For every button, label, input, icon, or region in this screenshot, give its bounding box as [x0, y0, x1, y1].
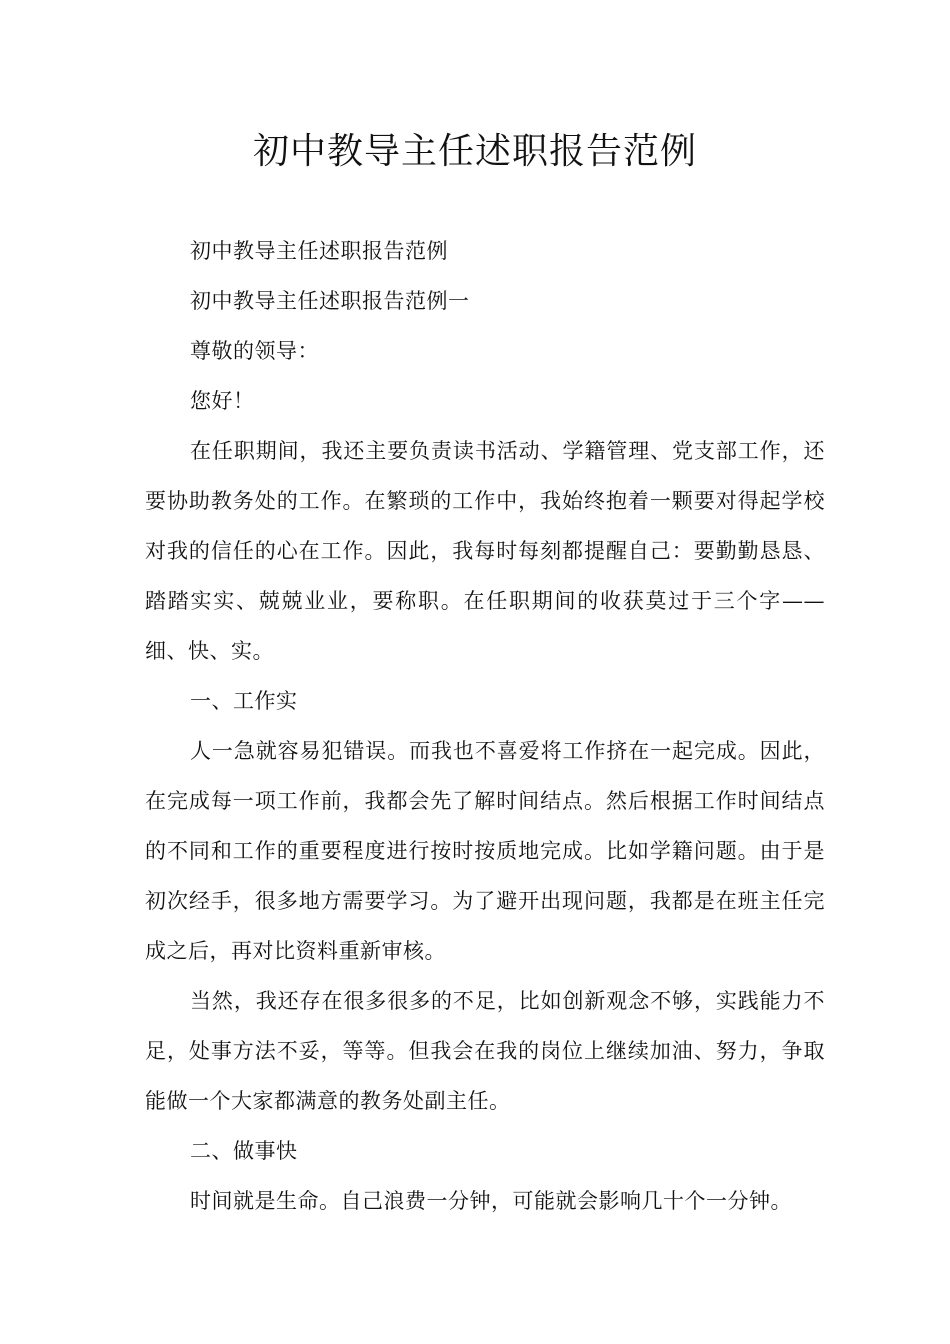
paragraph-subtitle: 初中教导主任述职报告范例 [190, 239, 448, 263]
section-heading-2: 二、做事快 [190, 1139, 298, 1163]
paragraph-example-heading: 初中教导主任述职报告范例一 [190, 289, 470, 313]
document-title: 初中教导主任述职报告范例 [252, 131, 697, 172]
paragraph-section-1: 人一急就容易犯错误。而我也不喜爱将工作挤在一起完成。因此，在完成每一项工作前，我都会先了解时间结点。然后根据工作时间结点的不同和工作的重要程度进行按时按质地完成。比如学籍问题。由于是初次经手，很多地方需要学习。为了避开出现问题，我都是在班主任完成之后，再对比资料重新审核。 [145, 739, 825, 963]
section-heading-1: 一、工作实 [190, 689, 298, 713]
paragraph-shortcomings: 当然，我还存在很多很多的不足，比如创新观念不够，实践能力不足，处事方法不妥，等等。但我会在我的岗位上继续加油、努力，争取能做一个大家都满意的教务处副主任。 [145, 989, 825, 1113]
document-body [145, 226, 825, 1226]
paragraph-greeting: 您好！ [190, 389, 255, 413]
paragraph-salutation: 尊敬的领导： [190, 339, 319, 363]
paragraph-section-2: 时间就是生命。自己浪费一分钟，可能就会影响几十个一分钟。 [190, 1189, 792, 1213]
paragraph-intro: 在任职期间，我还主要负责读书活动、学籍管理、党支部工作，还要协助教务处的工作。在繁琐的工作中，我始终抱着一颗要对得起学校对我的信任的心在工作。因此，我每时每刻都提醒自己：要勤勤恳恳、踏踏实实、兢兢业业，要称职。在任职期间的收获莫过于三个字——细、快、实。 [145, 439, 825, 663]
